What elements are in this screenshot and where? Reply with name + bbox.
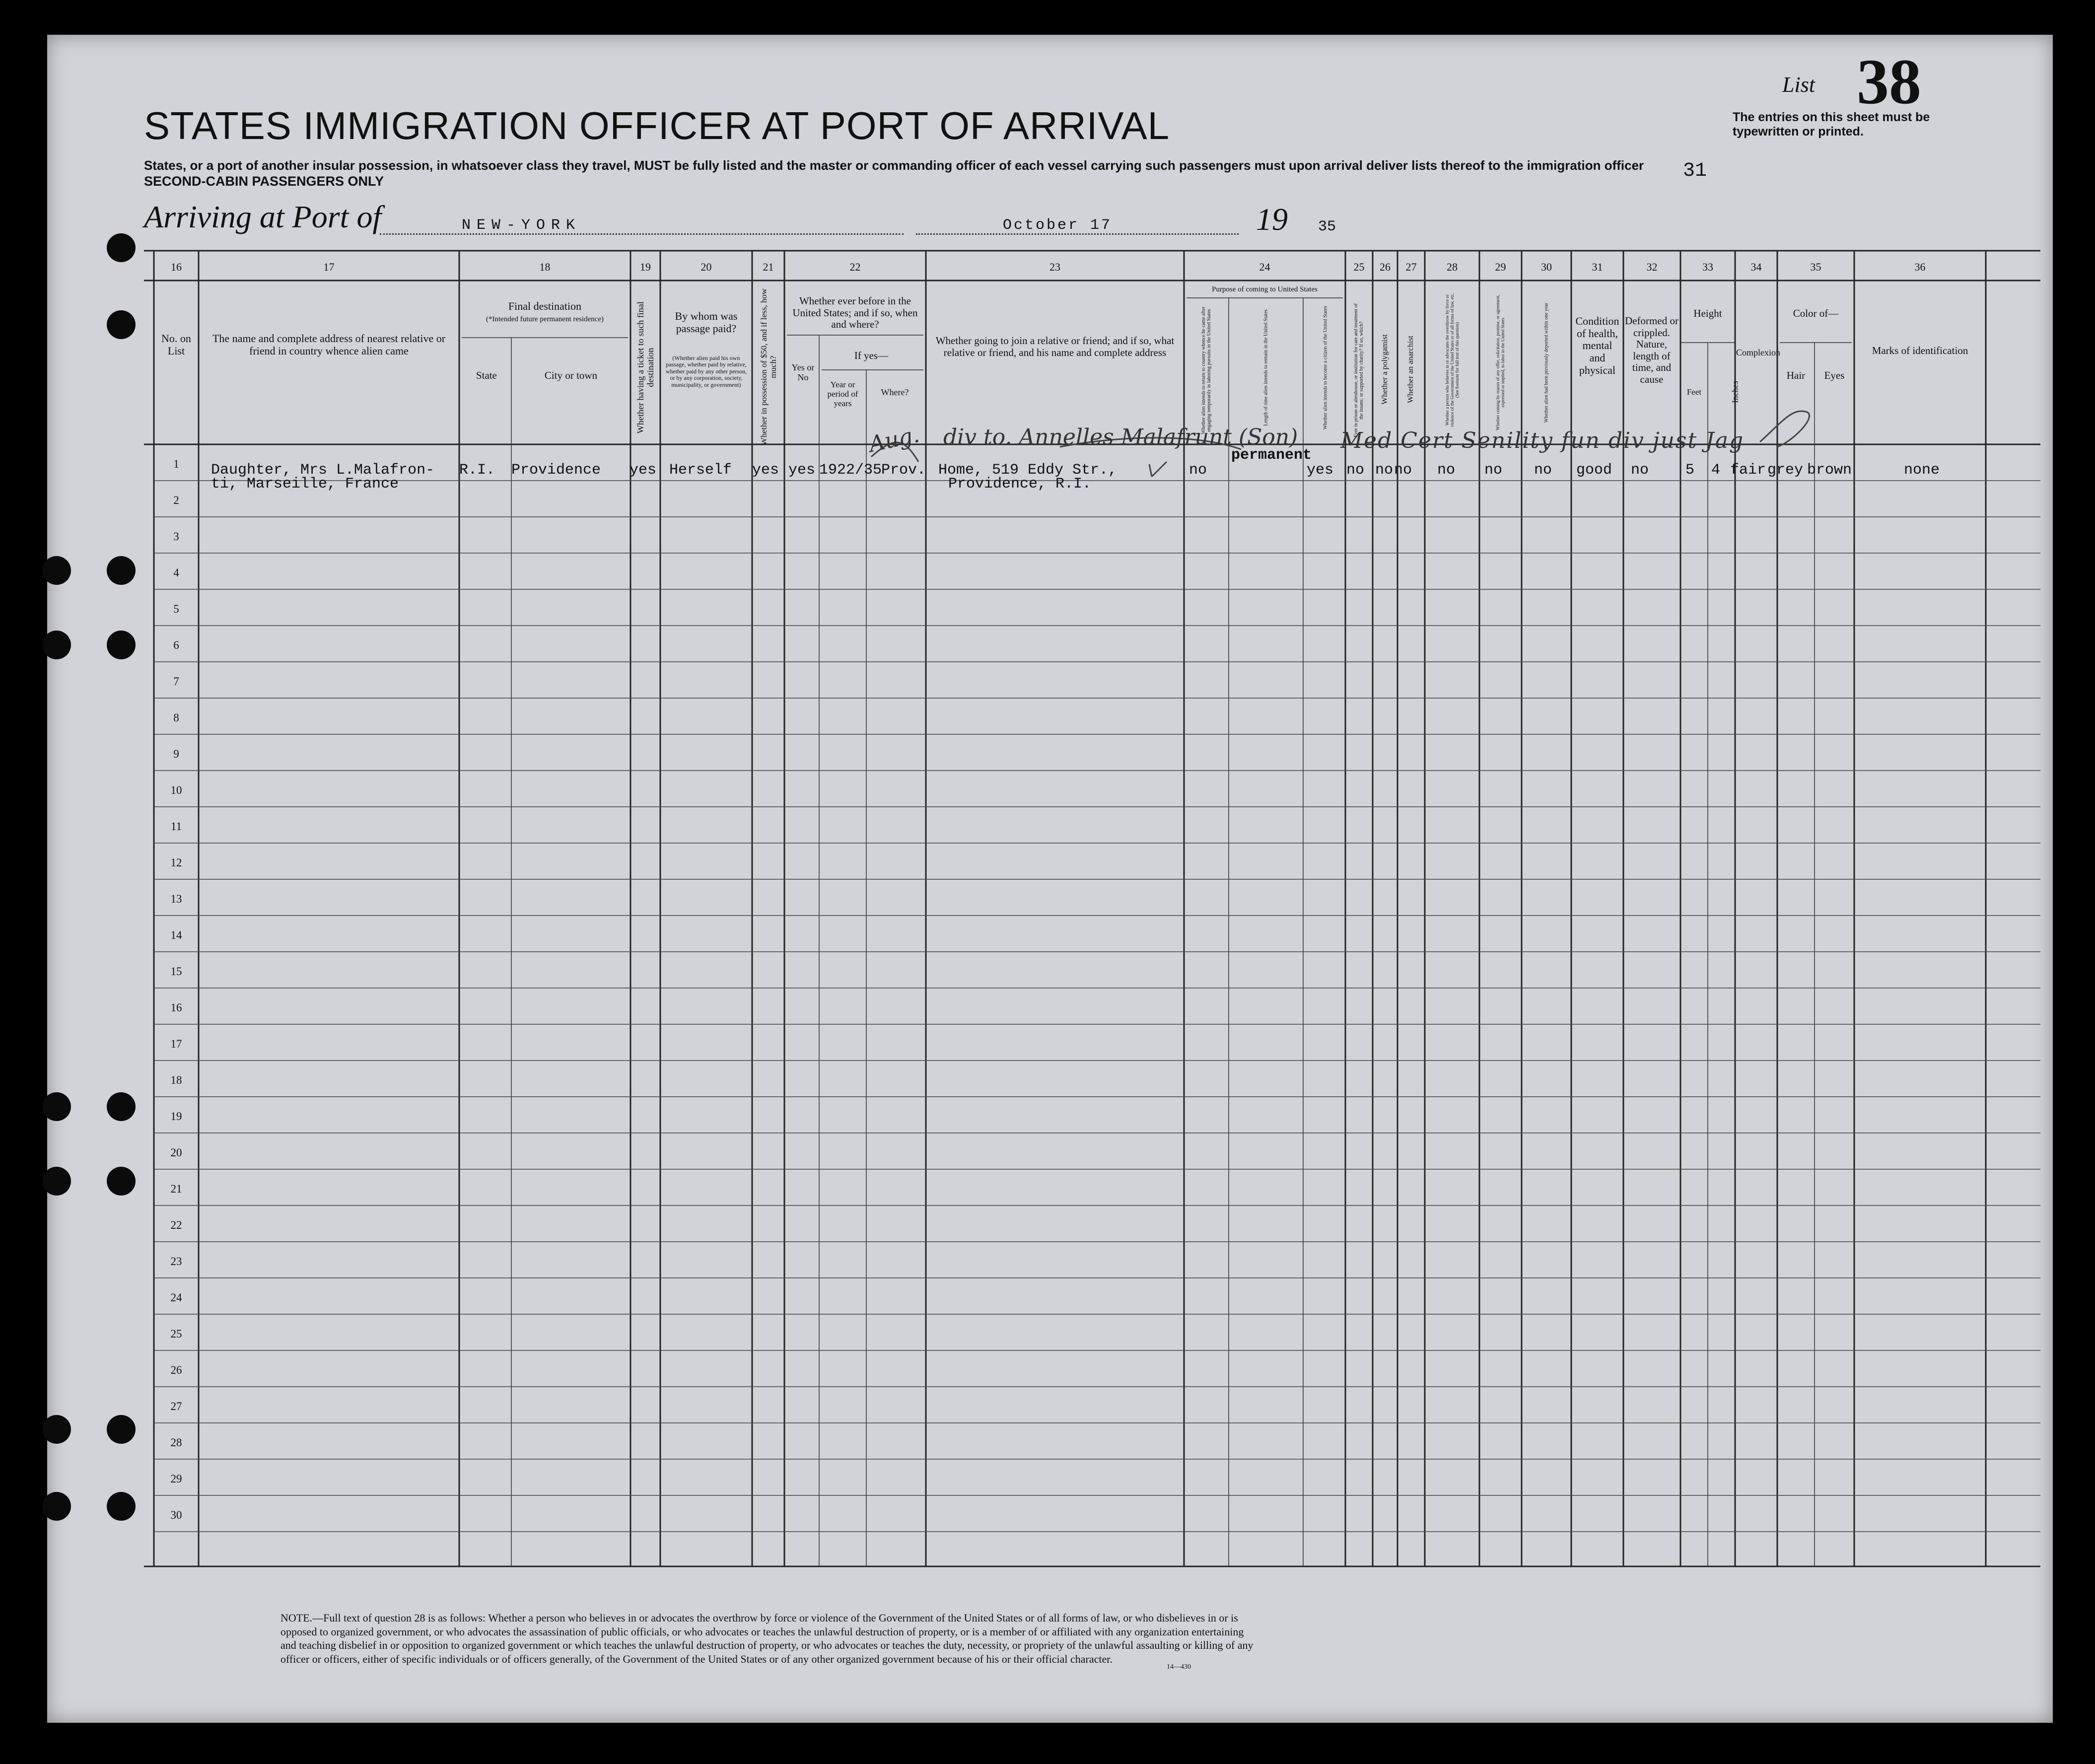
header-where: Where? xyxy=(881,387,909,397)
column-number: 22 xyxy=(849,261,861,273)
header-anarchist: Whether an anarchist xyxy=(1406,335,1415,403)
column-number: 32 xyxy=(1646,261,1658,273)
header-fifty-dollars: Whether in possession of $50, and if less, how much? xyxy=(759,288,778,446)
row-number: 25 xyxy=(170,1328,182,1340)
row-number: 8 xyxy=(173,711,179,724)
footnote: NOTE.—Full text of question 28 is as follows: Whether a person who believes in or advocates the overthrow by force or violence of the Government of the United States or of all forms of law, or who disbelieves in or is opposed to organized government, or who advocates the assassination of public officials, or who advocates or teaches the unlawful destruction of property, or is a member of or affiliated with any organization entertaining and teaching disbelief in or opposition to organized government or which teaches the unlawful destruction of property, or who advocates or teaches the duty, necessity, or propriety of the unlawful assaulting or killing of any officer or officers, either of specific individuals or of officers generally, of the Government of the United States or of any other organized government because of his or their official character. xyxy=(280,1612,1254,1665)
row-number: 13 xyxy=(170,893,182,905)
header-hair: Hair xyxy=(1786,369,1806,381)
destination-city: Providence xyxy=(511,462,601,479)
column-number: 33 xyxy=(1702,261,1713,273)
header-if-yes: If yes— xyxy=(854,350,889,361)
row-number: 21 xyxy=(170,1183,182,1195)
handwritten-note: Aug. xyxy=(866,422,922,458)
header-final-destination: Final destination xyxy=(508,300,582,312)
row-number: 6 xyxy=(173,639,179,651)
polygamist-value: no xyxy=(1375,462,1394,479)
header-return: Whether alien intends to return to country whence he came after engaging temporarily in laboring pursuits in the United States xyxy=(1200,306,1212,434)
prison-value: no xyxy=(1346,462,1365,479)
header-polygamist: Whether a polygamist xyxy=(1381,334,1390,405)
header-deformed: Deformed or crippled. Nature, length of time, and cause xyxy=(1625,315,1678,385)
form-subtitle: States, or a port of another insular possession, in whatsoever class they travel, MUST be fully listed and the master or commanding officer of each vessel carrying such passengers must upon arrival deliver lists thereof to the immigration officer xyxy=(144,158,1644,173)
row-number: 7 xyxy=(173,675,179,688)
where-value: Prov. xyxy=(881,462,926,479)
passage-paid-by: Herself xyxy=(669,462,732,479)
row-number: 20 xyxy=(170,1146,182,1159)
header-complexion: Complexion xyxy=(1736,348,1780,357)
second-cabin-label: SECOND-CABIN PASSENGERS ONLY xyxy=(144,174,384,189)
deported-value: no xyxy=(1534,462,1552,479)
health-value: good xyxy=(1576,462,1612,479)
row-number: 10 xyxy=(170,784,182,796)
column-number: 21 xyxy=(763,261,774,273)
header-marks: Marks of identification xyxy=(1872,345,1968,356)
row-number: 28 xyxy=(170,1436,182,1449)
row-number: 26 xyxy=(170,1364,182,1376)
row-number: 9 xyxy=(173,748,179,760)
complexion-value: fair xyxy=(1730,462,1766,479)
handwritten-note: Med Cert Senility fun div just Jag xyxy=(1340,428,1745,453)
column-number: 17 xyxy=(323,261,335,273)
row-number: 3 xyxy=(173,530,179,543)
header-no-on-list: No. on List xyxy=(161,332,191,357)
money-value: yes xyxy=(752,462,779,479)
row-number: 30 xyxy=(170,1509,182,1521)
column-number: 24 xyxy=(1259,261,1270,273)
row-number: 5 xyxy=(173,603,179,615)
column-number: 34 xyxy=(1750,261,1762,273)
port-name: NEW-YORK xyxy=(462,217,581,234)
column-number: 16 xyxy=(171,261,182,273)
row-number: 15 xyxy=(170,965,182,978)
row-number: 22 xyxy=(170,1219,182,1231)
eye-color-value: brown xyxy=(1807,462,1852,479)
header-feet: Feet xyxy=(1686,387,1702,397)
header-health: Condition of health, mental and physical xyxy=(1575,315,1619,376)
row-number: 11 xyxy=(170,820,182,833)
row-number: 14 xyxy=(170,929,182,941)
relative-address: ti, Marseille, France xyxy=(211,476,399,493)
header-final-destination-note: (*Intended future permanent residence) xyxy=(486,315,604,323)
column-number: 27 xyxy=(1405,261,1417,273)
entries-note: The entries on this sheet must be typewritten or printed. xyxy=(1733,110,1930,139)
column-number: 18 xyxy=(539,261,551,273)
year-prefix: 19 xyxy=(1256,202,1288,237)
header-passage-paid-note: (Whether alien paid his own passage, whether paid by relative, whether paid by any other person, or by any corporation, society, municipality, or government) xyxy=(665,354,747,388)
relative-address: Daughter, Mrs L.Malafron- xyxy=(211,462,435,479)
header-question-28: Whether a person who believes in or advocates the overthrow by force or violence of the Government of the United States or of all forms of law, etc. (See footnote for full text of this question) xyxy=(1444,293,1460,427)
header-labor-offer: Whether coming by reason of any offer, solicitation, promise, or agreement, expressed or implied, to labor in the United States xyxy=(1495,294,1505,430)
row-number: 17 xyxy=(170,1038,182,1050)
row-number: 29 xyxy=(170,1473,182,1485)
row-number: 1 xyxy=(173,458,179,470)
header-inches: Inches xyxy=(1730,381,1740,403)
column-number: 36 xyxy=(1914,261,1926,273)
column-number: 31 xyxy=(1592,261,1603,273)
anarchist-value: no xyxy=(1394,462,1412,479)
column-number: 20 xyxy=(700,261,712,273)
arriving-label: Arriving at Port of xyxy=(144,199,382,234)
row-number: 18 xyxy=(170,1074,182,1086)
header-passage-paid: By whom was passage paid? xyxy=(675,310,738,335)
destination-state: R.I. xyxy=(459,462,495,479)
deformed-value: no xyxy=(1631,462,1649,479)
row-number: 19 xyxy=(170,1110,182,1123)
row-number: 23 xyxy=(170,1255,182,1268)
header-prison: Ever in prison or almshouse, or institution for care and treatment of the insane, or supported by charity? If so, which? xyxy=(1353,303,1364,438)
handwritten-note: div to. Annelles Malafrunt (Son) xyxy=(943,424,1298,450)
row-number: 16 xyxy=(170,1001,182,1014)
year-suffix: 35 xyxy=(1318,218,1336,235)
length-of-stay-value: permanent xyxy=(1231,447,1312,464)
join-address: Home, 519 Eddy Str., xyxy=(938,462,1117,479)
marks-value: none xyxy=(1904,462,1940,479)
row-number: 12 xyxy=(170,856,182,869)
join-address: Providence, R.I. xyxy=(948,476,1092,493)
header-join-relative: Whether going to join a relative or friend; and if so, what relative or friend, and his name and complete address xyxy=(935,335,1175,358)
height-inches-value: 4 xyxy=(1711,462,1721,479)
header-purpose: Purpose of coming to United States xyxy=(1212,285,1318,293)
row-number: 24 xyxy=(170,1291,182,1304)
header-yes-or-no: Yes or No xyxy=(791,362,815,383)
column-number: 25 xyxy=(1353,261,1365,273)
column-number: 35 xyxy=(1810,261,1821,273)
row-number: 4 xyxy=(173,566,179,579)
header-state: State xyxy=(476,369,497,381)
hair-color-value: grey xyxy=(1767,462,1804,479)
header-citizen: Whether alien intends to become a citizen of the United States xyxy=(1323,305,1328,430)
header-height: Height xyxy=(1693,307,1722,319)
header-nearest-relative: The name and complete address of nearest relative or friend in country whence alien came xyxy=(212,332,446,357)
column-number: 29 xyxy=(1495,261,1506,273)
ticket-value: yes xyxy=(629,462,657,479)
height-feet-value: 5 xyxy=(1685,462,1695,479)
citizen-value: yes xyxy=(1307,462,1334,479)
header-deported: Whether alien had been previously deported within one year xyxy=(1543,302,1549,423)
header-eyes: Eyes xyxy=(1824,369,1845,381)
header-ticket: Whether having a ticket to such final destination xyxy=(635,301,655,434)
header-city: City or town xyxy=(544,369,598,381)
years-value: 1922/35 xyxy=(819,462,882,479)
header-before-in-us: Whether ever before in the United States; and if so, when and where? xyxy=(792,295,918,331)
arrival-date: October 17 xyxy=(1003,217,1113,234)
row-number: 27 xyxy=(170,1400,182,1412)
column-number: 30 xyxy=(1541,261,1552,273)
header-years: Year or period of years xyxy=(827,380,858,409)
labor-offer-value: no xyxy=(1484,462,1503,479)
question-28-value: no xyxy=(1437,462,1456,479)
column-number: 26 xyxy=(1380,261,1391,273)
row-number: 2 xyxy=(173,494,179,506)
before-in-us-value: yes xyxy=(788,462,816,479)
form-number: 14—430 xyxy=(1167,1663,1191,1671)
header-color-of: Color of— xyxy=(1793,307,1839,319)
form-title: STATES IMMIGRATION OFFICER AT PORT OF ARRIVAL xyxy=(144,104,1170,147)
return-value: no xyxy=(1189,462,1207,479)
column-number: 28 xyxy=(1447,261,1458,273)
list-number: 38 xyxy=(1857,46,1921,118)
header-length-of-stay: Length of time alien intends to remain in the United States xyxy=(1263,309,1269,426)
list-label: List xyxy=(1782,72,1816,97)
column-number: 19 xyxy=(640,261,651,273)
column-number: 23 xyxy=(1049,261,1060,273)
subtitle-number: 31 xyxy=(1683,160,1707,182)
